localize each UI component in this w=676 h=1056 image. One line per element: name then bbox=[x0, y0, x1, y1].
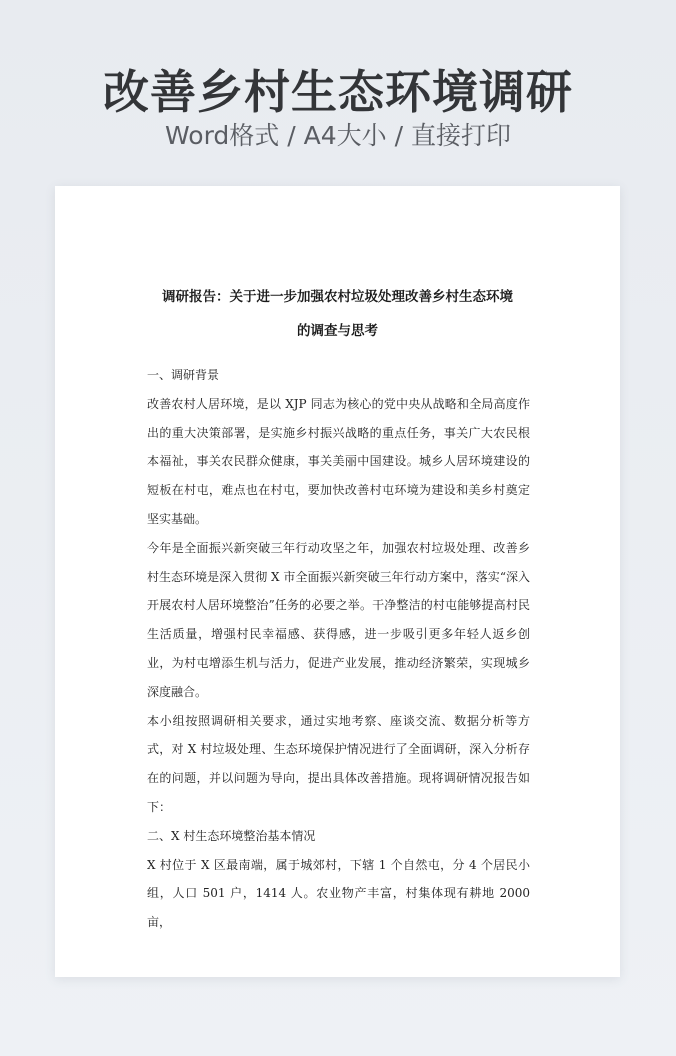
paragraph-1: 改善农村人居环境，是以 XJP 同志为核心的党中央从战略和全局高度作出的重大决策部署，是实施乡村振兴战略的重点任务，事关广大农民根本福祉，事关农民群众健康，事关美丽中国建设。城乡人居环境建设的短板在村屯，难点也在村屯，要加快改善村屯环境为建设和美乡村奠定坚实基础。 bbox=[147, 396, 530, 526]
document-title bbox=[135, 280, 540, 348]
paragraph-2: 今年是全面振兴新突破三年行动攻坚之年，加强农村垃圾处理、改善乡村生态环境是深入贯彻 X 市全面振兴新突破三年行动方案中，落实“深入开展农村人居环境整治”任务的必要之举。干净整洁的村屯能够提高村民生活质量，增强村民幸福感、获得感，进一步吸引更多年轻人返乡创业，为村屯增添生机与活力，促进产业发展，推动经济繁荣，实现城乡深度融合。 bbox=[147, 540, 530, 699]
paragraph-4: X 村位于 X 区最南端，属于城郊村，下辖 1 个自然屯，分 4 个居民小组，人口 501 户，1414 人。农业物产丰富，村集体现有耕地 2000 亩， bbox=[147, 857, 530, 930]
paragraph-3: 本小组按照调研相关要求，通过实地考察、座谈交流、数据分析等方式，对 X 村垃圾处理、生态环境保护情况进行了全面调研，深入分析存在的问题，并以问题为导向，提出具体改善措施。现将调研情况报告如下： bbox=[147, 713, 530, 814]
section-heading-basic-situation: 二、X 村生态环境整治基本情况 bbox=[147, 828, 316, 843]
banner-subtitle: Word格式 / A4大小 / 直接打印 bbox=[165, 121, 511, 150]
document-page bbox=[55, 186, 620, 977]
document-title-line-1: 调研报告：关于进一步加强农村垃圾处理改善乡村生态环境 bbox=[162, 289, 513, 305]
document-body bbox=[147, 361, 530, 937]
banner-title: 改善乡村生态环境调研 bbox=[103, 65, 573, 119]
document-title-line-2: 的调查与思考 bbox=[297, 323, 378, 339]
section-heading-background: 一、调研背景 bbox=[147, 368, 220, 382]
